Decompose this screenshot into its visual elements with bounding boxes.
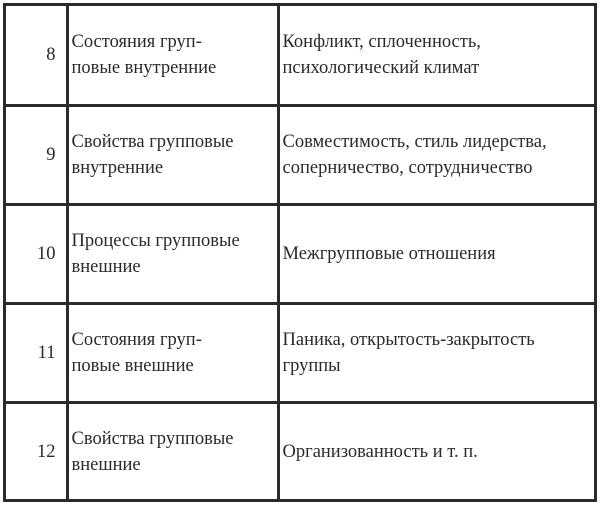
phenomenon-name (67, 105, 278, 204)
phenomenon-name-line: повые внешние (71, 355, 194, 376)
row-number: 12 (6, 402, 67, 501)
examples-line: Совместимость, стиль лидерства, (282, 131, 547, 152)
classification-table (6, 6, 594, 501)
examples-line: Конфликт, сплоченность, (282, 31, 481, 52)
examples-line: психологический климат (282, 57, 480, 78)
phenomenon-name-line: Процессы групповые (71, 230, 240, 251)
phenomenon-name-line: Состояния груп- (71, 31, 202, 52)
table-row (6, 6, 594, 105)
table-row (6, 303, 594, 402)
phenomenon-name-line: Состояния груп- (71, 329, 202, 350)
phenomenon-examples (278, 303, 594, 402)
phenomenon-examples (278, 204, 594, 303)
row-number: 8 (6, 6, 67, 105)
phenomenon-name-line: Свойства групповые (71, 131, 234, 152)
examples-line: соперничество, сотрудничество (282, 157, 533, 178)
phenomenon-name (67, 6, 278, 105)
row-number: 9 (6, 105, 67, 204)
phenomenon-name (67, 204, 278, 303)
phenomenon-examples (278, 6, 594, 105)
examples-line: Организованность и т. п. (282, 442, 478, 463)
table-row (6, 204, 594, 303)
row-number: 10 (6, 204, 67, 303)
phenomenon-name-line: внешние (71, 256, 141, 277)
phenomenon-name (67, 303, 278, 402)
examples-line: Паника, открытость-закрытость (282, 329, 535, 350)
phenomenon-name-line: повые внутренние (71, 57, 217, 78)
table-row (6, 105, 594, 204)
classification-table-frame (3, 3, 597, 502)
row-number: 11 (6, 303, 67, 402)
phenomenon-name (67, 402, 278, 501)
table-row (6, 402, 594, 501)
phenomenon-examples (278, 105, 594, 204)
examples-line: группы (282, 355, 341, 376)
phenomenon-name-line: Свойства групповые (71, 429, 234, 450)
phenomenon-name-line: внешние (71, 455, 141, 476)
phenomenon-name-line: внутренние (71, 157, 164, 178)
phenomenon-examples (278, 402, 594, 501)
examples-line: Межгрупповые отношения (282, 243, 496, 264)
